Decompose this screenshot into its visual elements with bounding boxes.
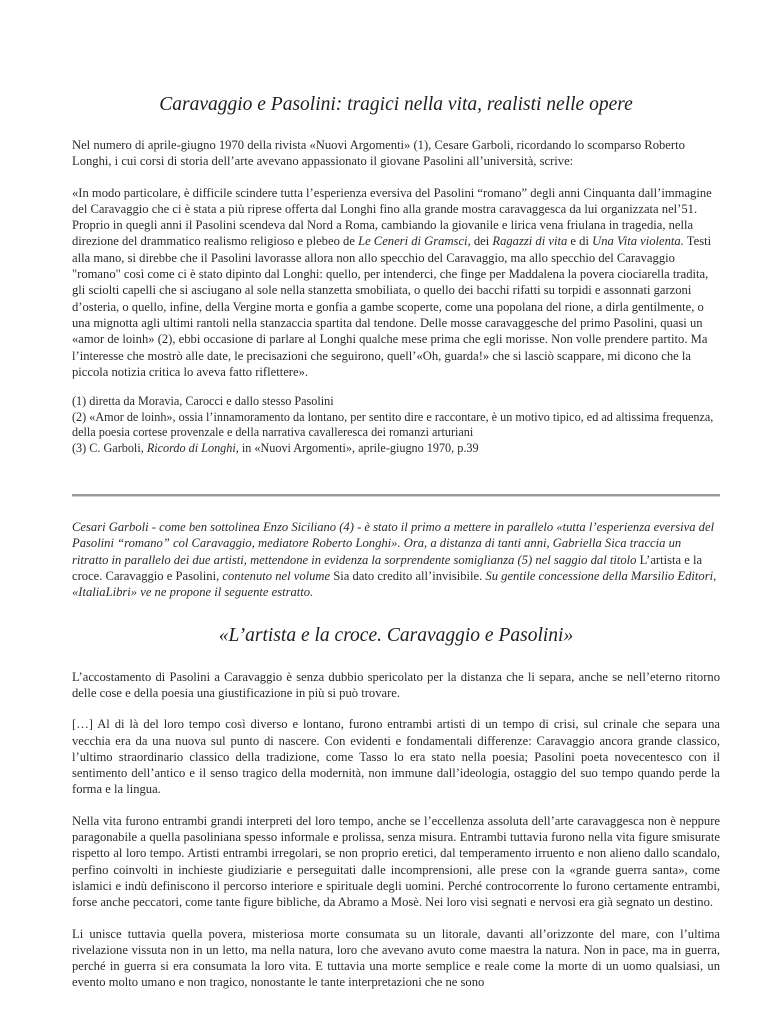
editorial-book-title: L’artista e la croce. Caravaggio e Pasolini, [72, 552, 703, 584]
page-title: Caravaggio e Pasolini: tragici nella vita, realisti nelle opere [159, 94, 633, 115]
body-paragraph-3: Nella vita furono entrambi grandi interpreti del loro tempo, anche se l’eccellenza assoluta dell’arte caravaggesca non è neppure paragonabile a quella pasoliniana spesso informale e prolissa, senza misura. Entrambi tuttavia furono nella vita figure smisurate rispetto al loro tempo. Artisti entrambi irregolari, se non proprio eretici, dal temperamento irruento e non alieno dallo scandalo, perfino coinvolti in inchieste giudiziarie e perseguitati dalle incomprensioni, alle prese con la «grande guerra santa», come islamici e indù definiscono il percorso interiore e spirituale degli uomini. Perché controcorrente lo furono certamente entrambi, forse anche peccatori, come tante figure bibliche, da Abramo a Mosè. Nei loro visi segnati e nervosi era già segnato un destino. [72, 813, 720, 910]
section-title: «L’artista e la croce. Caravaggio e Pasolini» [218, 624, 574, 646]
body-paragraph-4: Li unisce tuttavia quella povera, misteriosa morte consumata su un litorale, davanti all’orizzonte del mare, con l’ultima rivelazione vissuta non in un letto, ma nella natura, loro che avevano avuto come maestra la natura. Non in pace, ma in guerra, perché in guerra si era consumata la loro vita. E tuttavia una morte semplice e reale come la morte di un uomo qualsiasi, un evento molto umano e non tragico, nonostante le tante interpretazioni che ne sono [72, 926, 720, 990]
quote-paragraph [72, 185, 720, 381]
editorial-volume-title: Sia dato credito all’invisibile. [330, 569, 483, 584]
editorial-text-1: Cesari Garboli - come ben sottolinea Enzo Siciliano (4) - è stato il primo a mettere in parallelo «tutta l’esperienza eversiva del Pasolini “romano” col Caravaggio, mediatore Roberto Longhi». Ora, a distanza di tanti anni, Gabriella Sica traccia un ritratto in parallelo dei due artisti, mettendone in evidenza la sorprendente somiglianza (5) nel saggio dal titolo [72, 520, 715, 567]
quote-text-1: «In modo particolare, è difficile scindere tutta l’esperienza eversiva del Pasolini “romano” degli anni Cinquanta dall’immagine del Caravaggio che ci è stata a più riprese offerta dal Longhi fino alla grande mostra caravaggesca da lui organizzata nel’51. Proprio in quegli anni il Pasolini scendeva dal Nord a Roma, cambiando la giovanile e lirica vena friulana in tragedia, nella direzione del drammatico realismo religioso e plebeo de [72, 185, 712, 249]
quote-italic-title-1: Le Ceneri di Gramsci, [358, 234, 471, 249]
footnotes [72, 394, 720, 456]
body-paragraph-1: L’accostamento di Pasolini a Caravaggio è senza dubbio spericolato per la distanza che li separa, anche se nell’eterno ritorno delle cose e della poesia una giustificazione in più si può trovare. [72, 669, 720, 700]
quote-text-2: dei [470, 234, 493, 249]
quote-italic-title-2: Ragazzi di vita [492, 234, 568, 249]
body-paragraph-2: […] Al di là del loro tempo così diverso e lontano, furono entrambi artisti di un tempo di crisi, sul crinale che separa una vecchia era da una nuova sul punto di nascere. Con evidenti e fondamentali differenze: Caravaggio ancora grande classico, l’ultimo straordinario classico della tradizione, come Tasso lo era stato nella poesia; Pasolini poeta novecentesco con il sentimento dell’antico e il senso tragico della modernità, non immune dall’ideologia, ostaggio del suo tempo quando perde la forma e la lingua. [72, 717, 720, 797]
quote-text-4: Testi alla mano, si direbbe che il Pasolini lavorasse allora non allo specchio del Caravaggio, ma allo specchio del Caravaggio "romano" così come ci è stato dipinto dal Longhi: quello, per intenderci, che finge per Maddalena la povera ciociarella tradita, gli sciolti capelli che si asciugano al sole nella stanzetta smobiliata, o quello dei bacchi rifatti su torpidi e assonnati garzoni d’osteria, o quello, infine, della Vergine morta e gonfia a gambe scoperte, come una popolana del rione, a dirla gentilmente, o una mignotta agli ultimi rantoli nella stanzaccia spartita dal tendone. Delle mosse caravaggesche del primo Pasolini, quasi un «amor de loinh» (2), ebbi occasione di parlare al Longhi qualche mese prima che egli morisse. Non volle prendere partito. Ma l’interesse che mostrò alle date, le precisazioni che seguirono, quell’«Oh, guarda!» che si lasciò scappare, mi dicono che la piccola notizia critica lo aveva fatto riflettere». [72, 234, 712, 379]
editorial-text-2: contenuto nel volume [219, 569, 331, 584]
footnote-3 [72, 441, 720, 457]
quote-italic-title-3: Una Vita violenta. [592, 234, 684, 249]
section-divider [72, 494, 720, 497]
footnote-3-source: in «Nuovi Argomenti», aprile-giugno 1970, p.39 [238, 440, 479, 455]
footnote-1: (1) diretta da Moravia, Carocci e dallo stesso Pasolini [72, 394, 334, 409]
footnote-3-text: (3) C. Garboli, [72, 440, 147, 455]
editorial-text-3: Su gentile concessione della Marsilio Editori, «ItaliaLibri» ve ne propone il seguente estratto. [72, 569, 717, 600]
footnote-3-italic: Ricordo di Longhi, [146, 440, 239, 455]
intro-paragraph: Nel numero di aprile-giugno 1970 della rivista «Nuovi Argomenti» (1), Cesare Garboli, ricordando lo scomparso Roberto Longhi, i cui corsi di storia dell’arte avevano appassionato il giovane Pasolini all’università, scrive: [72, 138, 685, 169]
quote-text-3: e di [567, 234, 593, 249]
footnote-2: (2) «Amor de loinh», ossia l’innamoramento da lontano, per sentito dire e raccontare, è un motivo tipico, ed ad altissima frequenza, della poesia cortese provenzale e della narrativa cavalleresca dei romanzi arturiani [72, 409, 714, 440]
editorial-intro [72, 519, 720, 600]
